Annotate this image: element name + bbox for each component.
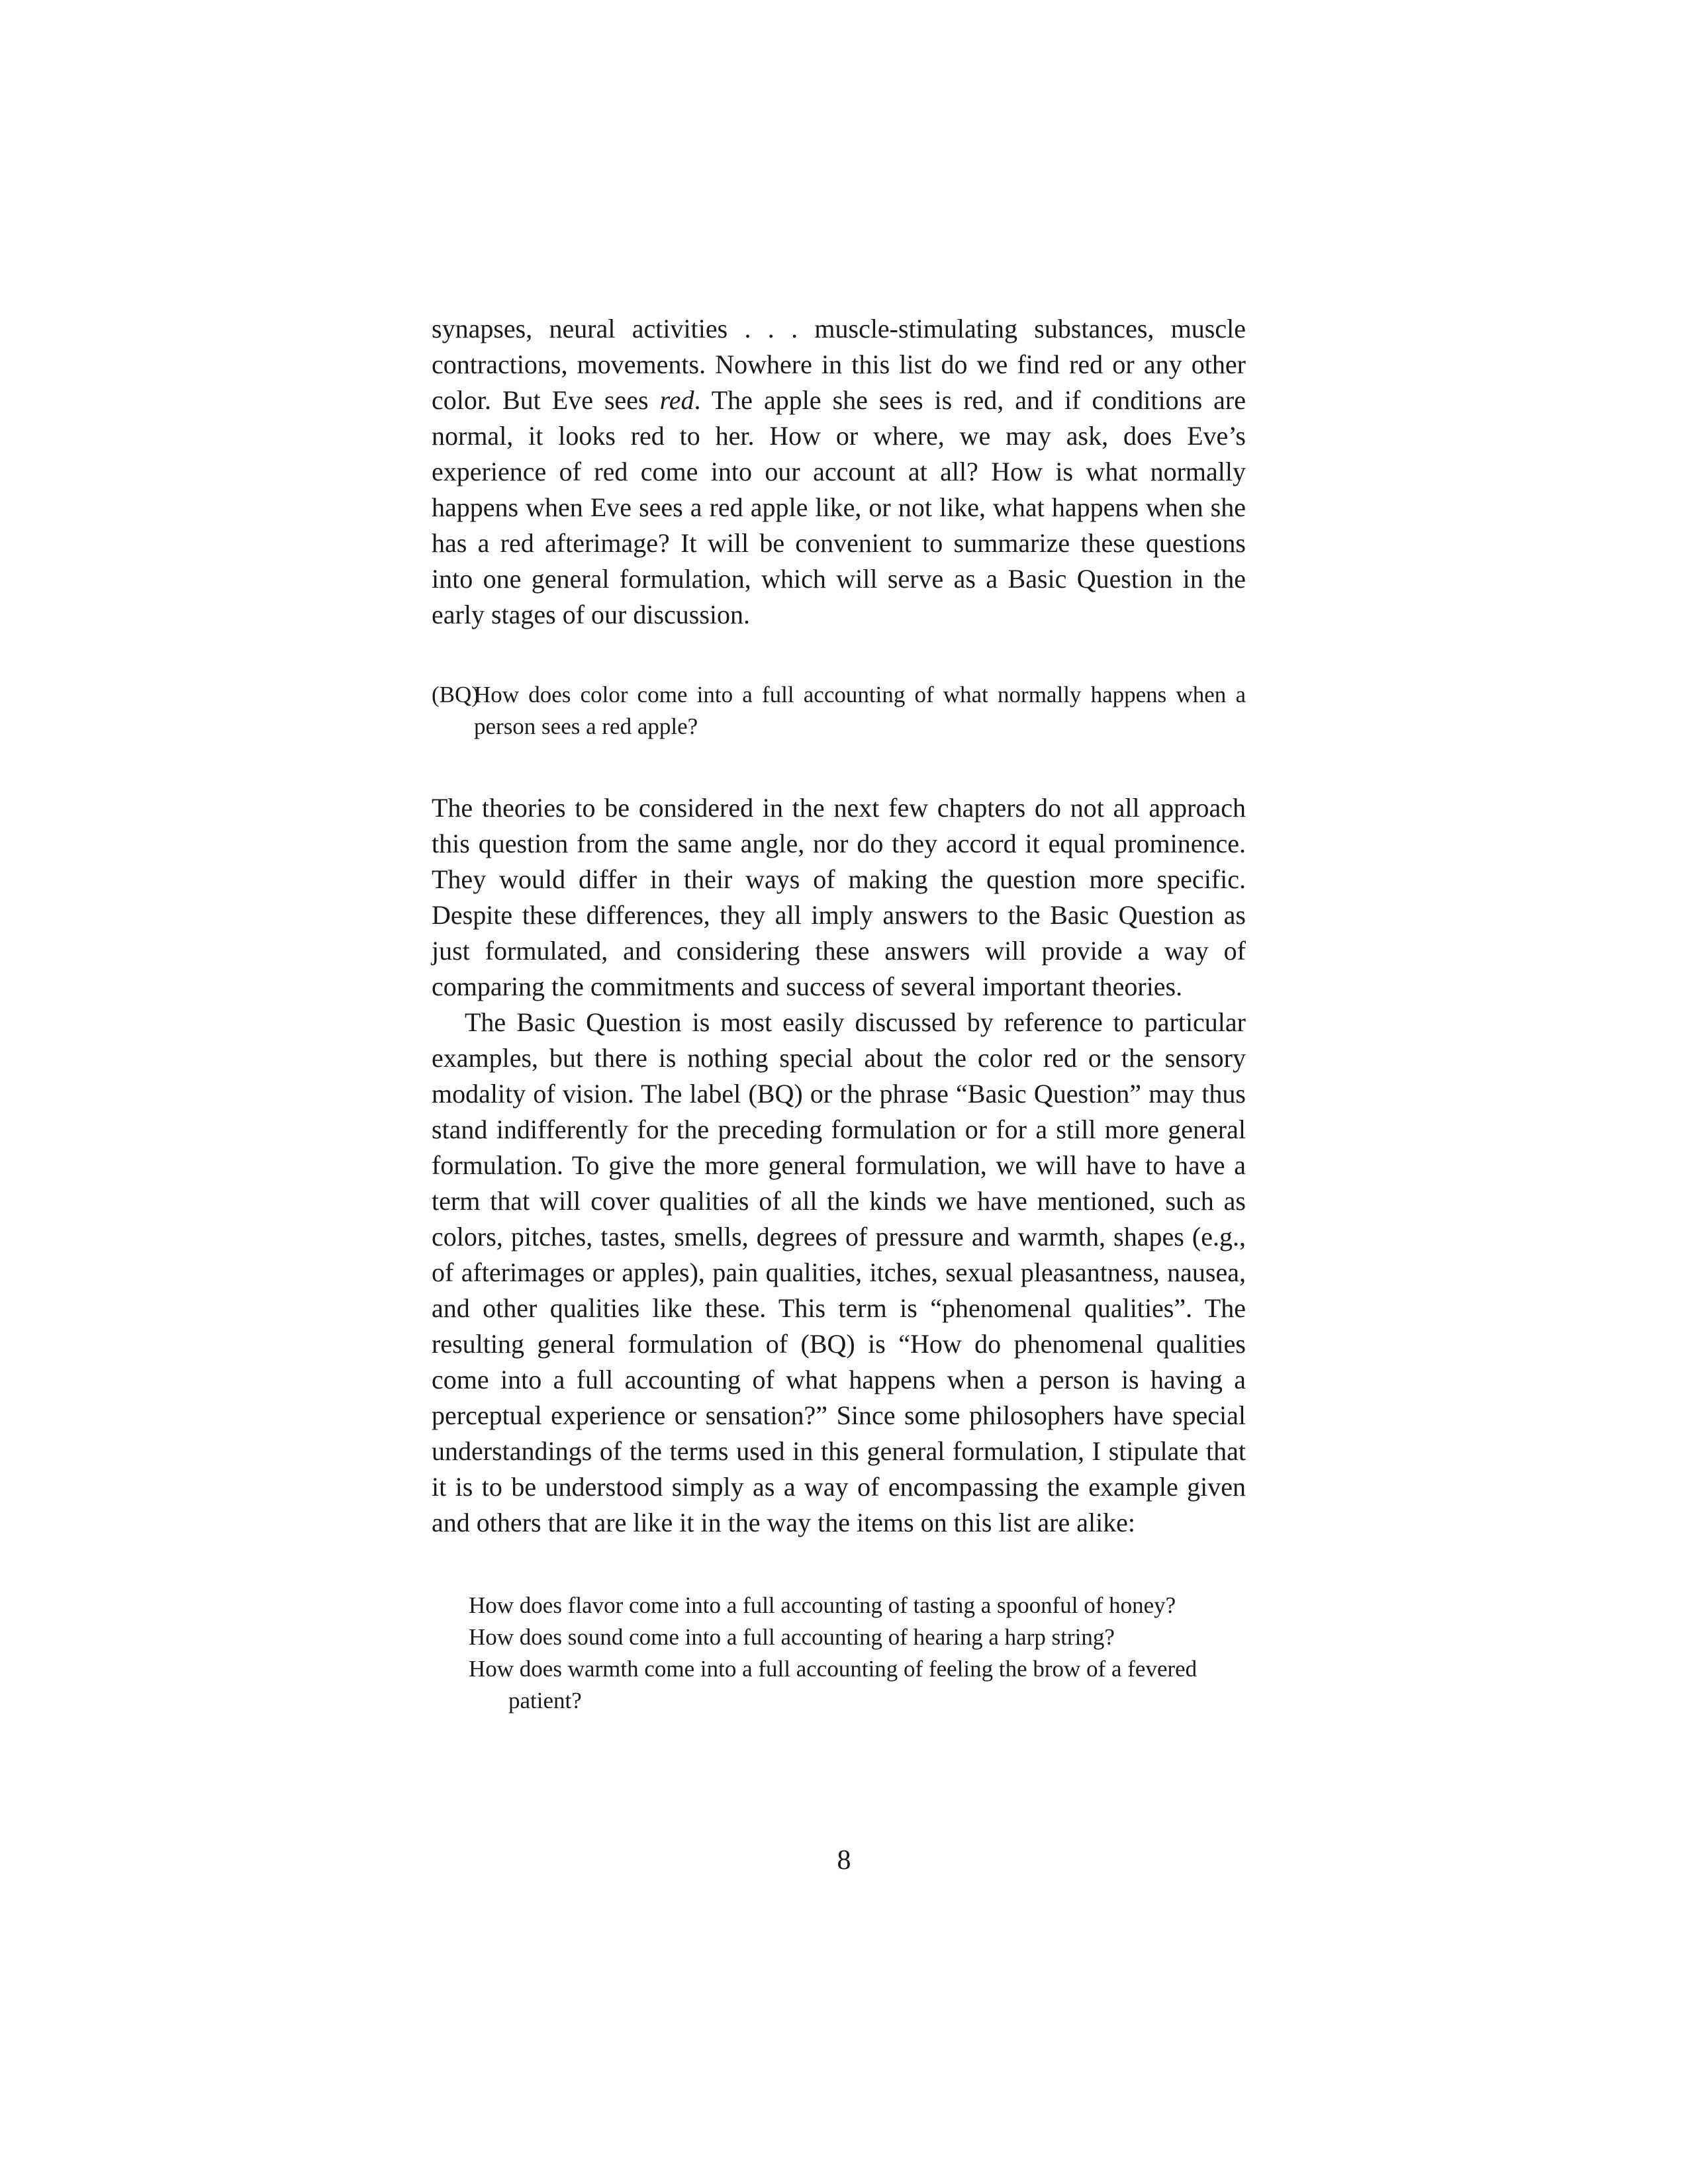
basic-question-text: How does color come into a full accounting of what normally happens when a person sees a red apple? [474, 682, 1246, 739]
example-question-list [469, 1590, 1246, 1717]
basic-question-block [432, 679, 1246, 743]
page-body [432, 311, 1246, 1717]
opening-paragraph-text-1: synapses, neural activities . . . muscle-stimulating substances, muscle contractions, movements. Nowhere in this list do we find red or any other color. But Eve sees [432, 314, 1246, 415]
paragraph-theories: The theories to be considered in the next few chapters do not all approach this question from the same angle, nor do they accord it equal prominence. They would differ in their ways of making the question more specific. Despite these differences, they all imply answers to the Basic Question as just formulated, and considering these answers will provide a way of comparing the commitments and success of several important theories. [432, 793, 1246, 1001]
page-number: 8 [837, 1845, 851, 1876]
example-question-sound: How does sound come into a full accounting of hearing a harp string? [469, 1624, 1115, 1650]
example-question-flavor: How does flavor come into a full accounting of tasting a spoonful of honey? [469, 1592, 1176, 1618]
opening-paragraph-italic-red: red [659, 385, 694, 415]
opening-paragraph-text-2: . The apple she sees is red, and if conditions are normal, it looks red to her. How or where, we may ask, does Eve’s experience of red come into our account at all? How is what normally happens when Eve sees a red apple like, or not like, what happens when she has a red afterimage? It will be convenient to summarize these questions into one general formulation, which will serve as a Basic Question in the early stages of our discussion. [432, 385, 1246, 629]
paragraph-basic-question-discussion: The Basic Question is most easily discussed by reference to particular examples, but there is nothing special about the color red or the sensory modality of vision. The label (BQ) or the phrase “Basic Question” may thus stand indifferently for the preceding formulation or for a still more general formulation. To give the more general formulation, we will have to have a term that will cover qualities of all the kinds we have mentioned, such as colors, pitches, tastes, smells, degrees of pressure and warmth, shapes (e.g., of afterimages or apples), pain qualities, itches, sexual pleasantness, nausea, and other qualities like these. This term is “phenomenal qualities”. The resulting general formulation of (BQ) is “How do phenomenal qualities come into a full accounting of what happens when a person is having a perceptual experience or sensation?” Since some philosophers have special understandings of the terms used in this general formulation, I stipulate that it is to be understood simply as a way of encompassing the example given and others that are like it in the way the items on this list are alike: [432, 1007, 1246, 1537]
opening-paragraph [432, 311, 1246, 633]
example-question-warmth: How does warmth come into a full accounting of feeling the brow of a fevered patient? [469, 1656, 1197, 1713]
basic-question-label: (BQ) [432, 682, 479, 707]
